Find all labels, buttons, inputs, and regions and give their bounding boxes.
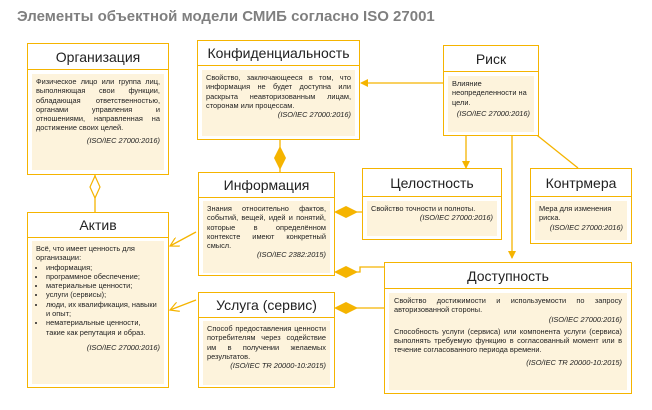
countermeasure-title: Контрмера bbox=[531, 169, 631, 197]
organization-body bbox=[32, 74, 164, 170]
conf-info-diamond bbox=[274, 146, 286, 170]
availability-body bbox=[389, 293, 627, 390]
availability-text-2: Способность услуги (сервиса) или компонента услуги (сервиса) выполнять требуемую функцию в согласованный момент или в течение согласованного периода времени. bbox=[394, 326, 622, 355]
confidentiality-box bbox=[197, 40, 360, 140]
asset-list-item: • люди, их квалификация, навыки и опыт; bbox=[46, 300, 160, 319]
information-ref: (ISO/IEC 2382:2015) bbox=[256, 250, 326, 260]
integrity-text: Свойство точности и полноты. bbox=[371, 204, 476, 213]
availability-title: Доступность bbox=[385, 263, 631, 289]
availability-box bbox=[384, 262, 632, 394]
confidentiality-body bbox=[202, 70, 355, 136]
availability-text-1: Свойство достижимости и используемости по запросу авторизованной стороны. bbox=[394, 296, 622, 315]
risk-title: Риск bbox=[444, 46, 538, 72]
avail-service-diamond bbox=[334, 302, 358, 314]
asset-list-item: • услуги (сервисы); bbox=[46, 290, 160, 299]
integrity-title: Целостность bbox=[363, 169, 501, 197]
service-body bbox=[203, 321, 330, 385]
countermeasure-ref: (ISO/IEC 27000:2016) bbox=[549, 222, 623, 232]
service-box bbox=[198, 292, 335, 388]
diagram-title: Элементы объектной модели СМИБ согласно ISO 27001 bbox=[17, 8, 435, 25]
integrity-box bbox=[362, 168, 502, 240]
organization-text: Физическое лицо или группа лиц, выполняющая свои функции, обладающая ответственностью, органами управления и отношениями, направленная на достижение своих целей. bbox=[36, 77, 160, 133]
integrity-ref: (ISO/IEC 27000:2016) bbox=[419, 213, 493, 223]
organization-box bbox=[27, 43, 169, 175]
avail-info-diamond bbox=[334, 266, 358, 278]
integ-info-diamond bbox=[334, 206, 358, 218]
integrity-body bbox=[367, 201, 497, 236]
confidentiality-ref: (ISO/IEC 27000:2016) bbox=[277, 110, 351, 120]
countermeasure-box bbox=[530, 168, 632, 244]
risk-text: Влияние неопределенности на цели. bbox=[452, 79, 527, 107]
asset-list-item: • материальные ценности; bbox=[46, 281, 160, 290]
confidentiality-title: Конфиденциальность bbox=[198, 41, 359, 66]
risk-body bbox=[448, 76, 534, 132]
organization-ref: (ISO/IEC 27000:2016) bbox=[86, 135, 160, 145]
risk-box bbox=[443, 45, 539, 136]
countermeasure-text: Мера для изменения риска. bbox=[539, 204, 612, 223]
asset-title: Актив bbox=[28, 213, 168, 238]
asset-list-item: • программное обеспечение; bbox=[46, 272, 160, 281]
service-text: Способ предоставления ценности потребителям через содействие им в получении желаемых результатов. bbox=[207, 324, 326, 361]
risk-ref: (ISO/IEC 27000:2016) bbox=[456, 108, 530, 118]
asset-box bbox=[27, 212, 169, 388]
asset-ref: (ISO/IEC 27000:2016) bbox=[86, 342, 160, 352]
service-title: Услуга (сервис) bbox=[199, 293, 334, 318]
asset-intro: Всё, что имеет ценность для организации: bbox=[36, 244, 135, 263]
availability-ref-1: (ISO/IEC 27000:2016) bbox=[548, 314, 622, 324]
asset-body bbox=[32, 241, 164, 384]
information-box bbox=[198, 172, 335, 276]
confidentiality-text: Свойство, заключающееся в том, что информация не будет доступна или раскрыта неавторизованным лицам, сторонам или процессам. bbox=[206, 73, 351, 110]
asset-list-item: • нематериальные ценности, такие как репутация и образ. bbox=[46, 318, 160, 337]
service-ref: (ISO/IEC TR 20000-10:2015) bbox=[230, 361, 326, 371]
service-asset-line bbox=[170, 300, 196, 310]
availability-ref-2: (ISO/IEC TR 20000-10:2015) bbox=[526, 357, 622, 367]
info-asset-line bbox=[170, 232, 196, 246]
organization-title: Организация bbox=[28, 44, 168, 70]
information-title: Информация bbox=[199, 173, 334, 198]
information-text: Знания относительно фактов, событий, вещей, идей и понятий, которые в определённом контексте имеют конкретный смысл. bbox=[207, 204, 326, 251]
asset-list bbox=[36, 263, 160, 337]
countermeasure-body bbox=[535, 201, 627, 240]
asset-list-item: • информация; bbox=[46, 263, 160, 272]
org-asset-diamond bbox=[90, 176, 100, 198]
information-body bbox=[203, 201, 330, 273]
